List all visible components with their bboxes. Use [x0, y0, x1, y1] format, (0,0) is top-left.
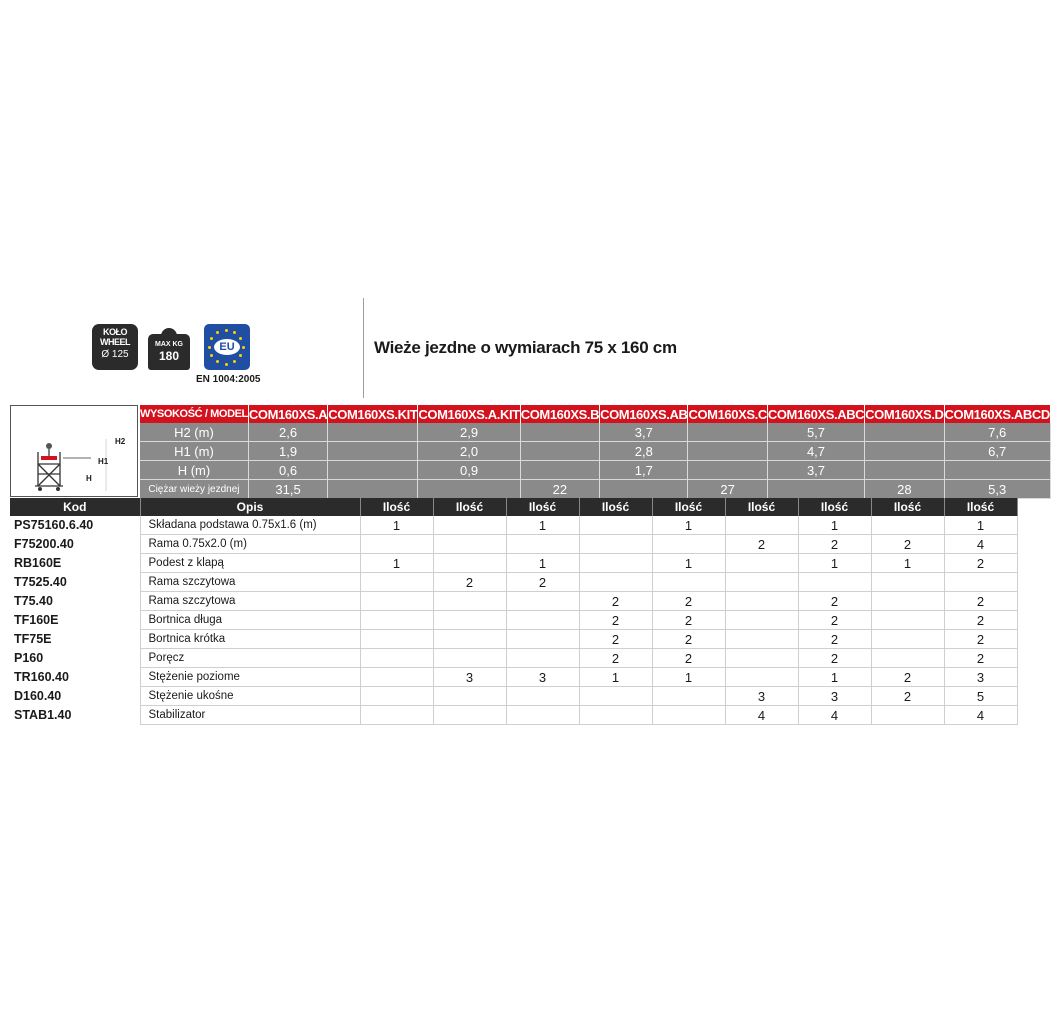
spec-value: 3,7 [767, 461, 864, 480]
part-quantity [871, 573, 944, 592]
spec-value [328, 461, 418, 480]
eu-star-icon [225, 363, 228, 366]
part-quantity: 2 [798, 592, 871, 611]
part-quantity [579, 554, 652, 573]
spec-value [688, 442, 767, 461]
part-description: Bortnica długa [140, 611, 360, 630]
model-name: COM160XS.C [688, 406, 767, 422]
table-row [10, 630, 1017, 649]
part-description: Składana podstawa 0.75x1.6 (m) [140, 516, 360, 535]
part-description: Podest z klapą [140, 554, 360, 573]
part-quantity: 2 [944, 649, 1017, 668]
tower-diagram [10, 405, 138, 497]
part-quantity [360, 535, 433, 554]
part-quantity: 3 [725, 687, 798, 706]
part-description: Rama szczytowa [140, 592, 360, 611]
spec-row-label: Ciężar wieży jezdnej [140, 480, 248, 499]
part-quantity: 2 [725, 535, 798, 554]
part-quantity [579, 535, 652, 554]
part-quantity: 2 [944, 630, 1017, 649]
part-quantity: 3 [506, 668, 579, 687]
code-column-header: Kod [10, 498, 140, 516]
spec-value: 0,9 [418, 461, 520, 480]
spec-value [865, 461, 944, 480]
parts-table [10, 498, 1018, 725]
part-quantity: 1 [360, 554, 433, 573]
table-row [10, 573, 1017, 592]
part-description: Bortnica krótka [140, 630, 360, 649]
part-quantity [360, 592, 433, 611]
model-name: COM160XS.A [248, 406, 328, 422]
model-name: COM160XS.KIT [328, 406, 418, 422]
spec-value [418, 480, 520, 499]
part-quantity: 1 [652, 516, 725, 535]
part-quantity: 1 [798, 668, 871, 687]
table-row [10, 668, 1017, 687]
eu-star-icon [239, 354, 242, 357]
part-quantity [652, 687, 725, 706]
part-quantity [360, 573, 433, 592]
part-quantity [944, 573, 1017, 592]
part-code: T7525.40 [14, 575, 67, 589]
model-name: COM160XS.ABC [767, 406, 865, 422]
part-quantity: 1 [944, 516, 1017, 535]
quantity-column-header: Ilość [652, 498, 725, 516]
part-quantity: 2 [871, 687, 944, 706]
model-name: COM160XS.AB [600, 406, 688, 422]
max-load-weight-icon [148, 328, 190, 370]
eu-star-icon [233, 360, 236, 363]
part-description: Rama 0.75x2.0 (m) [140, 535, 360, 554]
part-quantity: 1 [506, 554, 579, 573]
part-quantity: 1 [798, 516, 871, 535]
spec-row-label: H1 (m) [140, 442, 248, 461]
spec-value [865, 423, 944, 442]
part-quantity [579, 687, 652, 706]
part-quantity [652, 706, 725, 725]
part-code: P160 [14, 651, 44, 665]
part-code: TF160E [14, 613, 59, 627]
spec-value: 1,9 [248, 442, 327, 461]
part-quantity [652, 573, 725, 592]
table-row [10, 706, 1017, 725]
part-quantity: 3 [433, 668, 506, 687]
spec-value: 1,7 [600, 461, 688, 480]
spec-value: 2,6 [248, 423, 327, 442]
spec-table [140, 405, 1051, 499]
part-quantity [871, 706, 944, 725]
part-quantity [433, 687, 506, 706]
model-name: COM160XS.ABCD [944, 406, 1050, 422]
spec-value: 2,0 [418, 442, 520, 461]
part-quantity: 2 [944, 554, 1017, 573]
part-quantity: 2 [798, 649, 871, 668]
spec-value: 2,8 [600, 442, 688, 461]
part-quantity [579, 706, 652, 725]
part-quantity: 4 [798, 706, 871, 725]
wheel-badge-diameter: Ø 125 [101, 349, 129, 360]
part-code: T75.40 [14, 594, 53, 608]
eu-star-icon [225, 329, 228, 332]
part-quantity: 4 [944, 535, 1017, 554]
part-quantity [360, 706, 433, 725]
spec-value [600, 480, 688, 499]
quantity-column-header: Ilość [579, 498, 652, 516]
spec-value: 7,6 [944, 423, 1050, 442]
wheel-badge-line1: KOŁO [103, 327, 127, 337]
wheel-badge-line2: WHEEL [100, 337, 130, 347]
table-row [10, 592, 1017, 611]
part-quantity [725, 573, 798, 592]
part-quantity: 2 [652, 592, 725, 611]
part-quantity: 1 [506, 516, 579, 535]
part-code: TF75E [14, 632, 52, 646]
part-quantity: 1 [579, 668, 652, 687]
part-quantity [433, 535, 506, 554]
part-quantity: 2 [798, 611, 871, 630]
spec-value [520, 442, 599, 461]
part-description: Stabilizator [140, 706, 360, 725]
eu-label: EU [214, 339, 240, 355]
part-quantity: 2 [506, 573, 579, 592]
wheel-badge-icon [92, 324, 138, 370]
spec-value: 4,7 [767, 442, 864, 461]
spec-value [767, 480, 864, 499]
spec-row [140, 461, 1050, 480]
part-quantity: 2 [652, 630, 725, 649]
part-quantity [871, 611, 944, 630]
part-quantity: 2 [652, 649, 725, 668]
part-quantity [360, 630, 433, 649]
part-quantity [433, 649, 506, 668]
part-quantity: 1 [652, 668, 725, 687]
part-quantity: 2 [871, 668, 944, 687]
part-description: Stężenie poziome [140, 668, 360, 687]
part-quantity [506, 592, 579, 611]
model-name: COM160XS.A.KIT [418, 406, 520, 422]
spec-row [140, 423, 1050, 442]
spec-value [328, 480, 418, 499]
part-quantity: 2 [798, 630, 871, 649]
quantity-column-header: Ilość [798, 498, 871, 516]
max-load-value: 180 [158, 349, 180, 363]
spec-value: 2,9 [418, 423, 520, 442]
part-description: Poręcz [140, 649, 360, 668]
part-quantity [506, 687, 579, 706]
diagram-label-h2: H2 [115, 437, 126, 446]
table-row [10, 611, 1017, 630]
table-row [10, 687, 1017, 706]
part-quantity: 5 [944, 687, 1017, 706]
eu-star-icon [216, 331, 219, 334]
part-quantity: 2 [579, 611, 652, 630]
part-quantity [360, 687, 433, 706]
part-quantity [360, 611, 433, 630]
eu-star-icon [233, 331, 236, 334]
part-quantity: 2 [579, 592, 652, 611]
part-quantity [433, 554, 506, 573]
quantity-column-header: Ilość [944, 498, 1017, 516]
spec-value: 31,5 [248, 480, 327, 499]
part-quantity [433, 611, 506, 630]
part-quantity: 2 [652, 611, 725, 630]
part-quantity [652, 535, 725, 554]
eu-star-icon [239, 337, 242, 340]
norm-label: EN 1004:2005 [196, 374, 261, 385]
spec-value: 0,6 [248, 461, 327, 480]
part-code: PS75160.6.40 [14, 518, 94, 533]
part-quantity [506, 706, 579, 725]
eu-star-icon [210, 337, 213, 340]
table-row [10, 516, 1017, 535]
diagram-label-h1: H1 [98, 457, 109, 466]
part-quantity: 2 [798, 535, 871, 554]
eu-star-icon [208, 346, 211, 349]
part-quantity [725, 611, 798, 630]
spec-value: 5,3 [944, 480, 1050, 499]
spec-value [688, 461, 767, 480]
part-quantity [506, 535, 579, 554]
part-description: Stężenie ukośne [140, 687, 360, 706]
part-quantity [725, 516, 798, 535]
part-code: TR160.40 [14, 670, 69, 684]
parts-header-row [10, 498, 1017, 516]
part-code: STAB1.40 [14, 708, 72, 722]
part-quantity [506, 649, 579, 668]
part-quantity [579, 573, 652, 592]
part-quantity [871, 592, 944, 611]
part-quantity: 1 [798, 554, 871, 573]
spec-value [520, 423, 599, 442]
spec-value [328, 442, 418, 461]
part-quantity [725, 649, 798, 668]
part-quantity [433, 706, 506, 725]
part-code: RB160E [14, 556, 62, 570]
spec-value: 28 [865, 480, 944, 499]
part-quantity [506, 611, 579, 630]
part-quantity: 2 [433, 573, 506, 592]
spec-value: 3,7 [600, 423, 688, 442]
part-quantity [433, 630, 506, 649]
spec-value [944, 461, 1050, 480]
part-quantity [725, 668, 798, 687]
part-quantity: 2 [944, 611, 1017, 630]
part-quantity [579, 516, 652, 535]
quantity-column-header: Ilość [725, 498, 798, 516]
part-quantity [798, 573, 871, 592]
part-quantity: 1 [360, 516, 433, 535]
part-quantity [725, 630, 798, 649]
quantity-column-header: Ilość [433, 498, 506, 516]
table-row [10, 535, 1017, 554]
model-name: COM160XS.B [520, 406, 600, 422]
part-quantity [871, 630, 944, 649]
part-code: F75200.40 [14, 537, 74, 551]
quantity-column-header: Ilość [360, 498, 433, 516]
eu-star-icon [242, 346, 245, 349]
spec-row-label: H (m) [140, 461, 248, 480]
part-quantity [433, 516, 506, 535]
part-quantity [506, 630, 579, 649]
part-quantity: 4 [725, 706, 798, 725]
part-quantity [433, 592, 506, 611]
eu-star-icon [216, 360, 219, 363]
spec-value [328, 423, 418, 442]
eu-flag-icon [204, 324, 250, 370]
model-name: COM160XS.D [865, 406, 944, 422]
part-code: D160.40 [14, 689, 62, 703]
page-title: Wieże jezdne o wymiarach 75 x 160 cm [374, 338, 677, 357]
diagram-label-h: H [86, 474, 92, 483]
spec-value: 27 [688, 480, 767, 499]
table-row [10, 554, 1017, 573]
spec-value: 22 [520, 480, 599, 499]
max-load-label: MAX KG [155, 341, 183, 348]
part-quantity: 4 [944, 706, 1017, 725]
part-quantity [871, 649, 944, 668]
part-quantity [360, 668, 433, 687]
spec-value: 5,7 [767, 423, 864, 442]
part-quantity: 2 [579, 649, 652, 668]
scaffold-tower-icon [11, 406, 139, 498]
part-quantity: 3 [944, 668, 1017, 687]
certification-badges [92, 324, 262, 388]
description-column-header: Opis [140, 498, 360, 516]
part-quantity: 2 [579, 630, 652, 649]
model-header-row [140, 405, 1050, 423]
spec-row [140, 442, 1050, 461]
spec-row [140, 480, 1050, 499]
spec-value: 6,7 [944, 442, 1050, 461]
spec-value [688, 423, 767, 442]
height-model-header: WYSOKOŚĆ / MODEL [140, 405, 248, 423]
part-description: Rama szczytowa [140, 573, 360, 592]
quantity-column-header: Ilość [506, 498, 579, 516]
part-quantity [871, 516, 944, 535]
part-quantity [360, 649, 433, 668]
spec-value [865, 442, 944, 461]
table-row [10, 649, 1017, 668]
spec-value [520, 461, 599, 480]
header-divider [363, 298, 364, 398]
part-quantity [725, 592, 798, 611]
part-quantity: 1 [871, 554, 944, 573]
part-quantity: 2 [871, 535, 944, 554]
part-quantity: 1 [652, 554, 725, 573]
quantity-column-header: Ilość [871, 498, 944, 516]
part-quantity: 2 [944, 592, 1017, 611]
spec-row-label: H2 (m) [140, 423, 248, 442]
part-quantity [725, 554, 798, 573]
eu-star-icon [210, 354, 213, 357]
part-quantity: 3 [798, 687, 871, 706]
